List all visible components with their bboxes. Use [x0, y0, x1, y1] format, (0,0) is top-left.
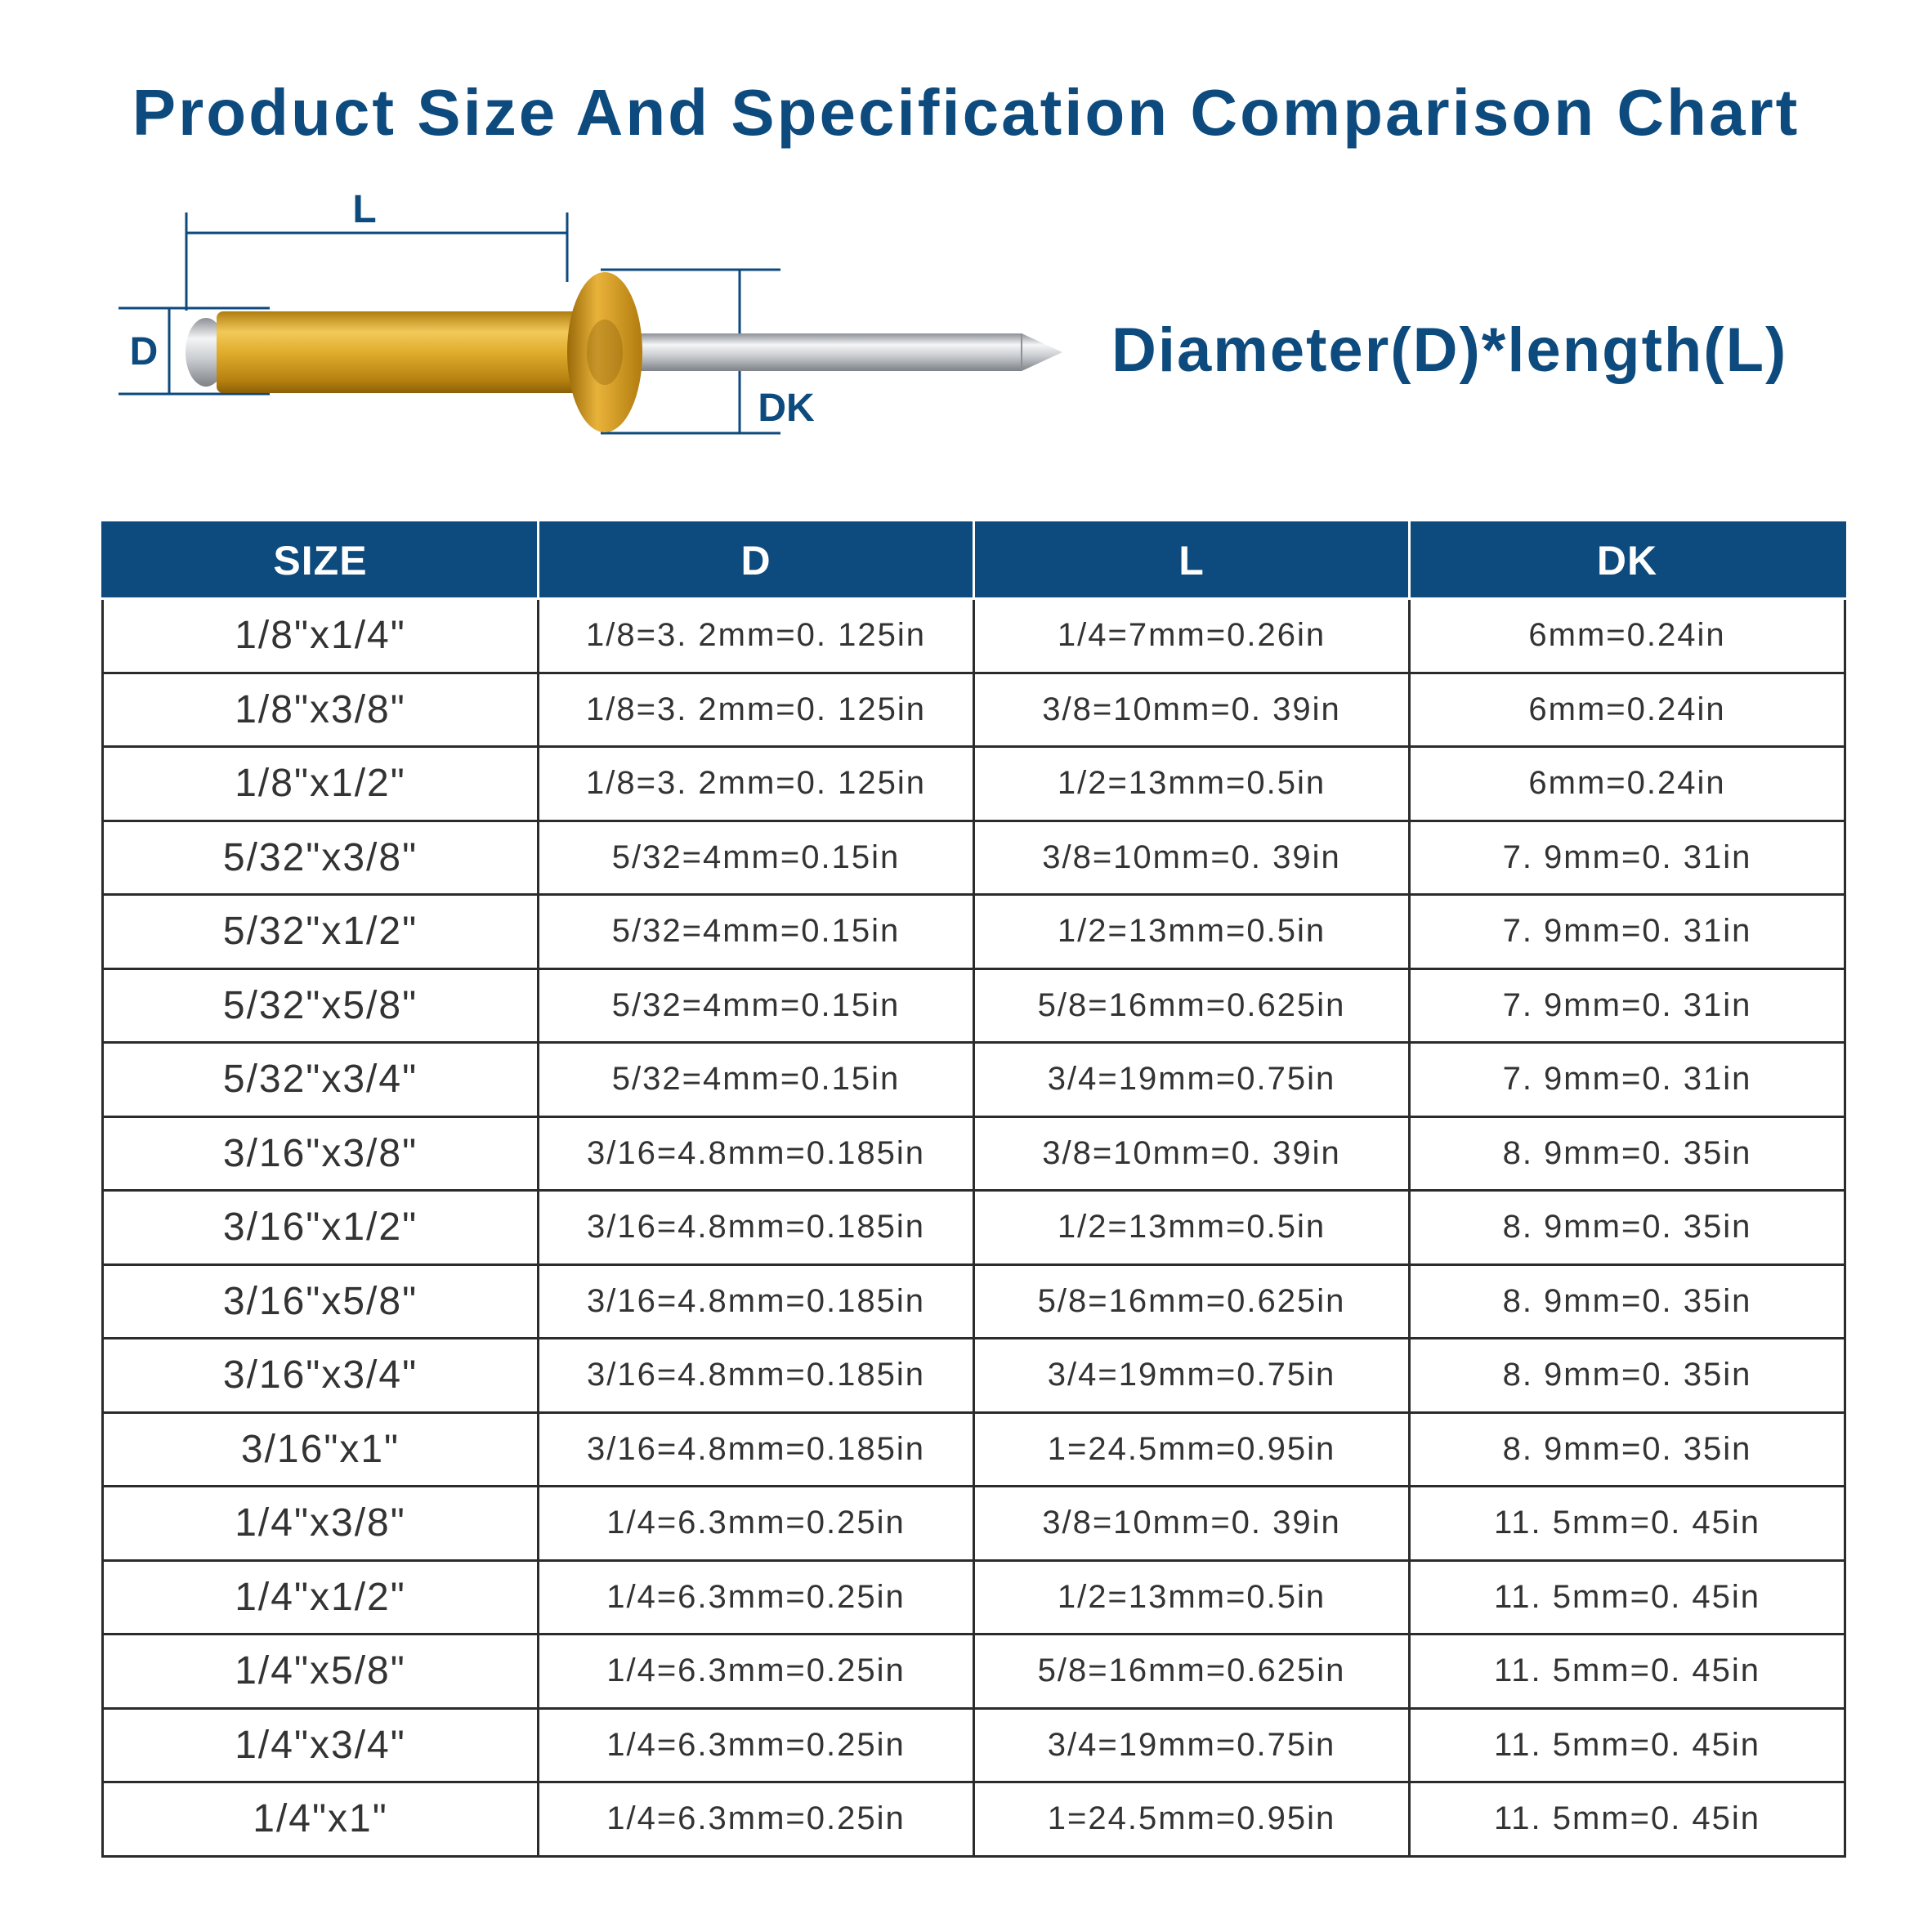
cell-dk: 8. 9mm=0. 35in: [1410, 1116, 1845, 1191]
cell-dk: 8. 9mm=0. 35in: [1410, 1412, 1845, 1487]
cell-d: 1/8=3. 2mm=0. 125in: [539, 747, 974, 821]
rivet-diagram: [0, 0, 1111, 490]
cell-d: 1/4=6.3mm=0.25in: [539, 1708, 974, 1782]
cell-size: 5/32"x5/8": [103, 968, 539, 1043]
table-row: [103, 673, 1845, 747]
cell-dk: 6mm=0.24in: [1410, 747, 1845, 821]
cell-dk: 11. 5mm=0. 45in: [1410, 1708, 1845, 1782]
label-d: D: [129, 330, 159, 373]
table-row: [103, 1782, 1845, 1857]
cell-size: 3/16"x5/8": [103, 1264, 539, 1339]
cell-l: 3/4=19mm=0.75in: [974, 1339, 1410, 1413]
cell-d: 3/16=4.8mm=0.185in: [539, 1339, 974, 1413]
cell-d: 3/16=4.8mm=0.185in: [539, 1264, 974, 1339]
header-size: SIZE: [103, 523, 539, 599]
header-d: D: [539, 523, 974, 599]
cell-l: 3/4=19mm=0.75in: [974, 1708, 1410, 1782]
table-row: [103, 1635, 1845, 1709]
cell-size: 3/16"x1": [103, 1412, 539, 1487]
formula-caption: Diameter(D)*length(L): [1111, 315, 1788, 385]
cell-size: 1/4"x3/8": [103, 1487, 539, 1561]
table-row: [103, 1708, 1845, 1782]
cell-dk: 7. 9mm=0. 31in: [1410, 1043, 1845, 1117]
cell-l: 1/4=7mm=0.26in: [974, 599, 1410, 673]
table-header-row: [103, 523, 1845, 599]
cell-l: 3/8=10mm=0. 39in: [974, 821, 1410, 895]
cell-dk: 11. 5mm=0. 45in: [1410, 1782, 1845, 1857]
spec-table: [101, 521, 1846, 1858]
cell-dk: 6mm=0.24in: [1410, 673, 1845, 747]
label-l: L: [352, 188, 377, 231]
header-l: L: [974, 523, 1410, 599]
cell-d: 3/16=4.8mm=0.185in: [539, 1116, 974, 1191]
mandrel-pin: [605, 333, 1062, 371]
cell-l: 5/8=16mm=0.625in: [974, 1635, 1410, 1709]
cell-d: 5/32=4mm=0.15in: [539, 968, 974, 1043]
table-row: [103, 1264, 1845, 1339]
table-row: [103, 1560, 1845, 1635]
table-row: [103, 747, 1845, 821]
cell-l: 1=24.5mm=0.95in: [974, 1782, 1410, 1857]
cell-dk: 11. 5mm=0. 45in: [1410, 1635, 1845, 1709]
cell-size: 1/8"x1/4": [103, 599, 539, 673]
cell-size: 5/32"x1/2": [103, 895, 539, 969]
cell-dk: 8. 9mm=0. 35in: [1410, 1339, 1845, 1413]
table-row: [103, 1116, 1845, 1191]
cell-size: 1/4"x5/8": [103, 1635, 539, 1709]
cell-l: 1/2=13mm=0.5in: [974, 1560, 1410, 1635]
cell-l: 5/8=16mm=0.625in: [974, 968, 1410, 1043]
cell-d: 1/8=3. 2mm=0. 125in: [539, 599, 974, 673]
table-row: [103, 968, 1845, 1043]
cell-l: 3/8=10mm=0. 39in: [974, 1487, 1410, 1561]
cell-l: 5/8=16mm=0.625in: [974, 1264, 1410, 1339]
table-row: [103, 599, 1845, 673]
cell-dk: 7. 9mm=0. 31in: [1410, 895, 1845, 969]
cell-dk: 8. 9mm=0. 35in: [1410, 1264, 1845, 1339]
cell-d: 5/32=4mm=0.15in: [539, 1043, 974, 1117]
cell-dk: 8. 9mm=0. 35in: [1410, 1191, 1845, 1265]
cell-size: 1/8"x3/8": [103, 673, 539, 747]
table-row: [103, 1339, 1845, 1413]
cell-d: 5/32=4mm=0.15in: [539, 895, 974, 969]
cell-l: 1/2=13mm=0.5in: [974, 895, 1410, 969]
cell-l: 1/2=13mm=0.5in: [974, 747, 1410, 821]
cell-size: 3/16"x3/8": [103, 1116, 539, 1191]
cell-l: 1/2=13mm=0.5in: [974, 1191, 1410, 1265]
rivet-head: [567, 272, 642, 432]
cell-d: 5/32=4mm=0.15in: [539, 821, 974, 895]
cell-d: 1/4=6.3mm=0.25in: [539, 1782, 974, 1857]
page-title: Product Size And Specification Comparison Chart: [132, 76, 1800, 149]
cell-d: 3/16=4.8mm=0.185in: [539, 1191, 974, 1265]
cell-dk: 6mm=0.24in: [1410, 599, 1845, 673]
cell-d: 1/4=6.3mm=0.25in: [539, 1487, 974, 1561]
cell-size: 3/16"x1/2": [103, 1191, 539, 1265]
cell-d: 1/4=6.3mm=0.25in: [539, 1635, 974, 1709]
cell-size: 1/4"x1/2": [103, 1560, 539, 1635]
table-row: [103, 895, 1845, 969]
table-row: [103, 1487, 1845, 1561]
cell-l: 3/8=10mm=0. 39in: [974, 673, 1410, 747]
table-row: [103, 1412, 1845, 1487]
cell-size: 5/32"x3/8": [103, 821, 539, 895]
cell-dk: 11. 5mm=0. 45in: [1410, 1487, 1845, 1561]
header-dk: DK: [1410, 523, 1845, 599]
cell-dk: 11. 5mm=0. 45in: [1410, 1560, 1845, 1635]
table-row: [103, 1191, 1845, 1265]
cell-d: 1/4=6.3mm=0.25in: [539, 1560, 974, 1635]
cell-l: 3/8=10mm=0. 39in: [974, 1116, 1410, 1191]
cell-d: 3/16=4.8mm=0.185in: [539, 1412, 974, 1487]
table-row: [103, 821, 1845, 895]
rivet-body: [217, 311, 583, 393]
cell-dk: 7. 9mm=0. 31in: [1410, 821, 1845, 895]
dimension-l: [186, 212, 567, 311]
cell-size: 1/4"x1": [103, 1782, 539, 1857]
cell-d: 1/8=3. 2mm=0. 125in: [539, 673, 974, 747]
cell-size: 1/8"x1/2": [103, 747, 539, 821]
cell-size: 1/4"x3/4": [103, 1708, 539, 1782]
cell-size: 5/32"x3/4": [103, 1043, 539, 1117]
label-dk: DK: [758, 387, 815, 430]
table-row: [103, 1043, 1845, 1117]
cell-l: 1=24.5mm=0.95in: [974, 1412, 1410, 1487]
cell-l: 3/4=19mm=0.75in: [974, 1043, 1410, 1117]
cell-size: 3/16"x3/4": [103, 1339, 539, 1413]
cell-dk: 7. 9mm=0. 31in: [1410, 968, 1845, 1043]
